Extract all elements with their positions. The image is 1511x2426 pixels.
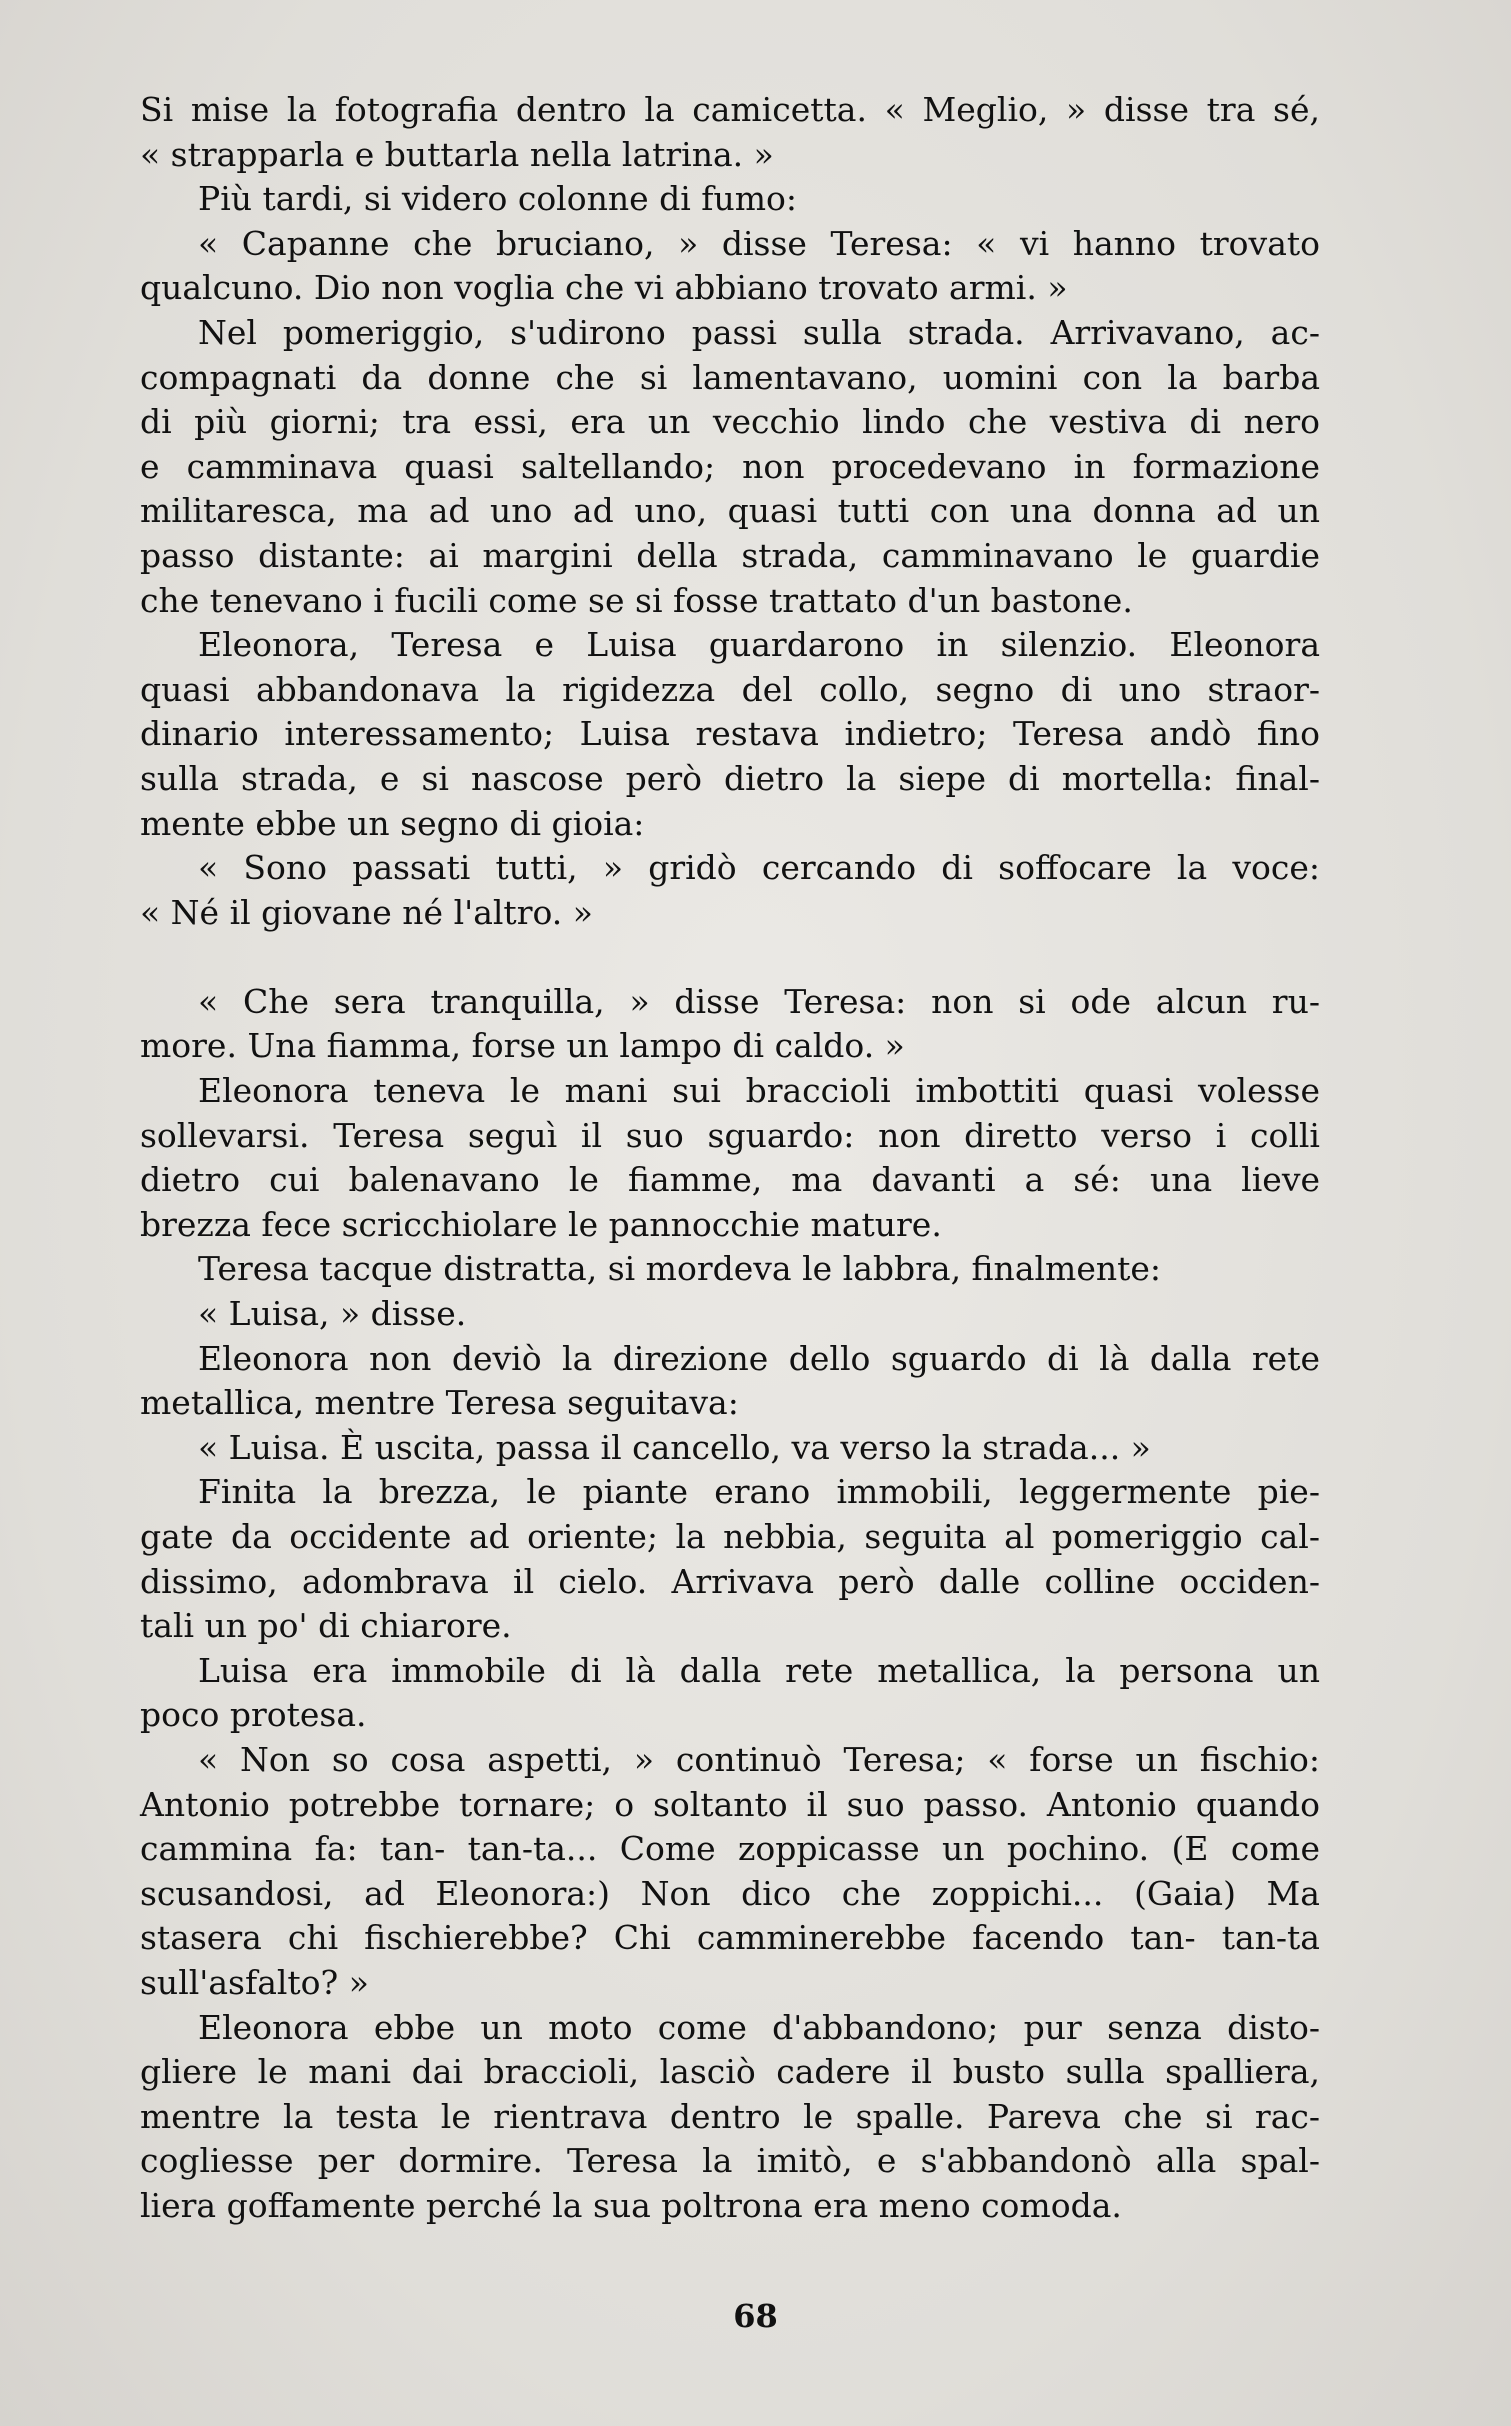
text-line [140, 1158, 1320, 1203]
text-line [140, 1872, 1320, 1917]
text-line-content: « strapparla e buttarla nella latrina. » [140, 134, 774, 174]
text-line [140, 400, 1320, 445]
text-line [140, 623, 1320, 668]
text-line-content: « Capanne che bruciano, » disse Teresa: « vi hanno trovato [198, 223, 1320, 263]
text-line-content: Finita la brezza, le piante erano immobili, leggermente pie- [198, 1472, 1320, 1512]
text-line-content: tali un po' di chiarore. [140, 1606, 512, 1646]
text-line [140, 2095, 1320, 2140]
text-line-content: gliere le mani dai braccioli, lasciò cadere il busto sulla spalliera, [140, 2052, 1320, 2092]
text-line [140, 222, 1320, 267]
body-text [140, 88, 1320, 2229]
text-line-content: mentre la testa le rientrava dentro le spalle. Pareva che si rac- [140, 2096, 1320, 2136]
text-line-content: passo distante: ai margini della strada, camminavano le guardie [140, 535, 1320, 575]
text-line-content: Luisa era immobile di là dalla rete metallica, la persona un [198, 1650, 1320, 1690]
text-line-content: « Sono passati tutti, » gridò cercando di soffocare la voce: [198, 848, 1320, 888]
text-line-content: Eleonora non deviò la direzione dello sguardo di là dalla rete [198, 1338, 1320, 1378]
text-line-content: Eleonora ebbe un moto come d'abbandono; pur senza disto- [198, 2007, 1320, 2047]
text-line [140, 1337, 1320, 1382]
text-line-content: cammina fa: tan- tan-ta... Come zoppicasse un pochino. (E come [140, 1829, 1320, 1869]
text-section-2 [140, 980, 1320, 2229]
text-line [140, 534, 1320, 579]
text-line [140, 1292, 1320, 1337]
text-line-content: metallica, mentre Teresa seguitava: [140, 1383, 739, 1423]
text-line-content: Si mise la fotografia dentro la camicetta. « Meglio, » disse tra sé, [140, 90, 1320, 129]
page-number: 68 [733, 2297, 778, 2335]
text-line [140, 2184, 1320, 2229]
text-line-content: brezza fece scricchiolare le pannocchie mature. [140, 1204, 942, 1244]
text-line [140, 1693, 1320, 1738]
text-line [140, 1560, 1320, 1605]
text-line-content: Teresa tacque distratta, si mordeva le labbra, finalmente: [198, 1249, 1162, 1289]
text-line-content: scusandosi, ad Eleonora:) Non dico che zoppichi... (Gaia) Ma [140, 1873, 1320, 1913]
text-line-content: stasera chi fischierebbe? Chi camminerebbe facendo tan- tan-ta [140, 1918, 1320, 1958]
text-line [140, 88, 1320, 133]
text-line [140, 489, 1320, 534]
text-line-content: Nel pomeriggio, s'udirono passi sulla strada. Arrivavano, ac- [198, 312, 1320, 352]
text-line-content: Eleonora, Teresa e Luisa guardarono in silenzio. Eleonora [198, 625, 1320, 665]
text-line [140, 311, 1320, 356]
text-line [140, 1381, 1320, 1426]
text-line-content: dinario interessamento; Luisa restava indietro; Teresa andò fino [140, 714, 1320, 754]
text-line [140, 802, 1320, 847]
text-line [140, 1961, 1320, 2006]
text-line [140, 1470, 1320, 1515]
text-line-content: qualcuno. Dio non voglia che vi abbiano trovato armi. » [140, 268, 1068, 308]
text-line [140, 1247, 1320, 1292]
text-line-content: « Non so cosa aspetti, » continuò Teresa; « forse un fischio: [198, 1739, 1320, 1779]
text-line-content: e camminava quasi saltellando; non procedevano in formazione [140, 446, 1320, 486]
text-line [140, 1114, 1320, 1159]
text-line [140, 266, 1320, 311]
text-line-content: militaresca, ma ad uno ad uno, quasi tutti con una donna ad un [140, 491, 1320, 531]
text-line-content: sull'asfalto? » [140, 1962, 369, 2002]
text-line [140, 2139, 1320, 2184]
text-line [140, 891, 1320, 936]
text-line-content: Più tardi, si videro colonne di fumo: [198, 179, 798, 219]
text-line [140, 1916, 1320, 1961]
text-line [140, 1069, 1320, 1114]
text-line-content: dissimo, adombrava il cielo. Arrivava però dalle colline occiden- [140, 1561, 1320, 1601]
text-line [140, 1604, 1320, 1649]
text-line-content: « Né il giovane né l'altro. » [140, 892, 593, 932]
text-line-content: sulla strada, e si nascose però dietro la siepe di mortella: final- [140, 758, 1320, 798]
text-line [140, 980, 1320, 1025]
text-line-content: Eleonora teneva le mani sui braccioli imbottiti quasi volesse [198, 1071, 1320, 1111]
text-line [140, 1426, 1320, 1471]
text-line-content: poco protesa. [140, 1695, 367, 1735]
text-line [140, 356, 1320, 401]
text-line [140, 1649, 1320, 1694]
text-line-content: more. Una fiamma, forse un lampo di caldo. » [140, 1026, 905, 1066]
text-line-content: cogliesse per dormire. Teresa la imitò, e s'abbandonò alla spal- [140, 2141, 1320, 2181]
text-line [140, 133, 1320, 178]
text-line-content: di più giorni; tra essi, era un vecchio lindo che vestiva di nero [140, 402, 1320, 442]
text-line [140, 579, 1320, 624]
text-line [140, 1515, 1320, 1560]
text-line-content: dietro cui balenavano le fiamme, ma davanti a sé: una lieve [140, 1160, 1320, 1200]
text-line [140, 712, 1320, 757]
text-line-content: « Che sera tranquilla, » disse Teresa: non si ode alcun ru- [198, 981, 1320, 1021]
text-line [140, 1203, 1320, 1248]
text-line-content: gate da occidente ad oriente; la nebbia, seguita al pomeriggio cal- [140, 1517, 1320, 1556]
text-line [140, 1783, 1320, 1828]
text-line-content: « Luisa. È uscita, passa il cancello, va verso la strada... » [198, 1427, 1151, 1467]
text-line-content: « Luisa, » disse. [198, 1294, 467, 1334]
text-line-content: sollevarsi. Teresa seguì il suo sguardo: non diretto verso i colli [140, 1115, 1320, 1155]
text-line-content: che tenevano i fucili come se si fosse trattato d'un bastone. [140, 580, 1133, 620]
text-line [140, 2050, 1320, 2095]
text-line [140, 846, 1320, 891]
section-break [140, 935, 1320, 980]
text-section-1 [140, 88, 1320, 935]
text-line-content: mente ebbe un segno di gioia: [140, 803, 645, 843]
text-line [140, 1024, 1320, 1069]
text-line [140, 1827, 1320, 1872]
text-line [140, 757, 1320, 802]
text-line [140, 445, 1320, 490]
text-line-content: liera goffamente perché la sua poltrona era meno comoda. [140, 2185, 1122, 2225]
text-line-content: Antonio potrebbe tornare; o soltanto il suo passo. Antonio quando [140, 1784, 1320, 1824]
text-line [140, 1738, 1320, 1783]
text-line [140, 2006, 1320, 2051]
text-line-content: compagnati da donne che si lamentavano, uomini con la barba [140, 357, 1320, 397]
text-line-content: quasi abbandonava la rigidezza del collo, segno di uno straor- [140, 669, 1320, 709]
text-line [140, 668, 1320, 713]
text-line [140, 177, 1320, 222]
